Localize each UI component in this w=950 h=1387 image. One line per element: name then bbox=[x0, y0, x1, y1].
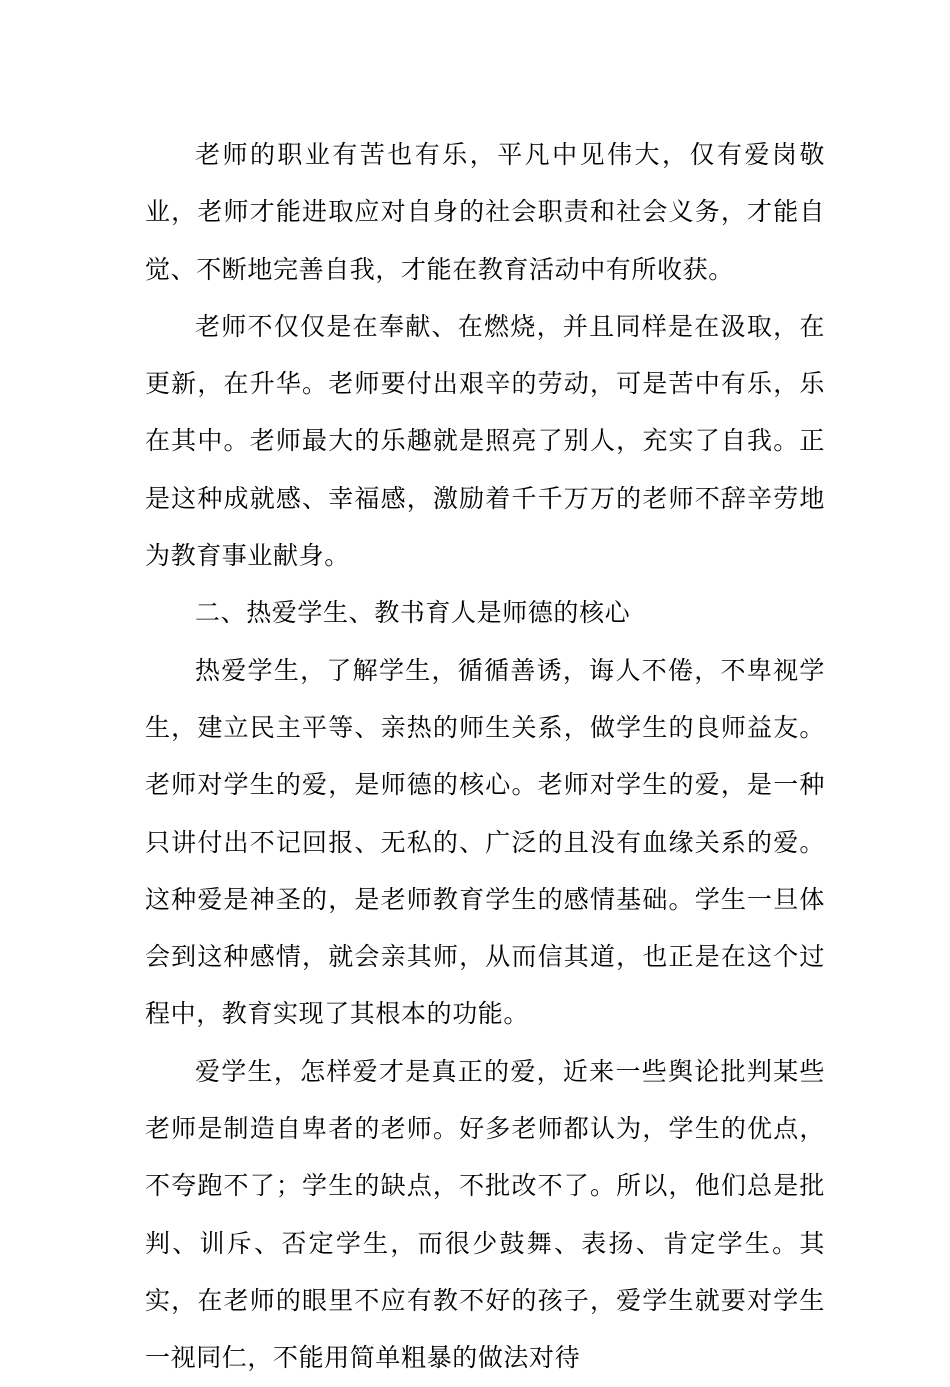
paragraph-2: 老师不仅仅是在奉献、在燃烧，并且同样是在汲取，在更新，在升华。老师要付出艰辛的劳动，可是苦中有乐，乐在其中。老师最大的乐趣就是照亮了别人，充实了自我。正是这种成就感、幸福感，激励着千千万万的老师不辞辛劳地为教育事业献身。 bbox=[145, 311, 825, 571]
document-body bbox=[145, 126, 825, 1387]
section-heading: 二、热爱学生、教书育人是师德的核心 bbox=[195, 598, 631, 628]
paragraph-1: 老师的职业有苦也有乐，平凡中见伟大，仅有爱岗敬业，老师才能进取应对自身的社会职责和社会义务，才能自觉、不断地完善自我，才能在教育活动中有所收获。 bbox=[145, 140, 825, 284]
paragraph-4: 爱学生，怎样爱才是真正的爱，近来一些舆论批判某些老师是制造自卑者的老师。好多老师都认为，学生的优点，不夸跑不了；学生的缺点，不批改不了。所以，他们总是批判、训斥、否定学生，而很少鼓舞、表扬、肯定学生。其实，在老师的眼里不应有教不好的孩子，爱学生就要对学生一视同仁，不能用简单粗暴的做法对待 bbox=[145, 1056, 825, 1373]
paragraph-3: 热爱学生，了解学生，循循善诱，诲人不倦，不卑视学生，建立民主平等、亲热的师生关系，做学生的良师益友。老师对学生的爱，是师德的核心。老师对学生的爱，是一种只讲付出不记回报、无私的、广泛的且没有血缘关系的爱。这种爱是神圣的，是老师教育学生的感情基础。学生一旦体会到这种感情，就会亲其师，从而信其道，也正是在这个过程中，教育实现了其根本的功能。 bbox=[145, 655, 825, 1029]
